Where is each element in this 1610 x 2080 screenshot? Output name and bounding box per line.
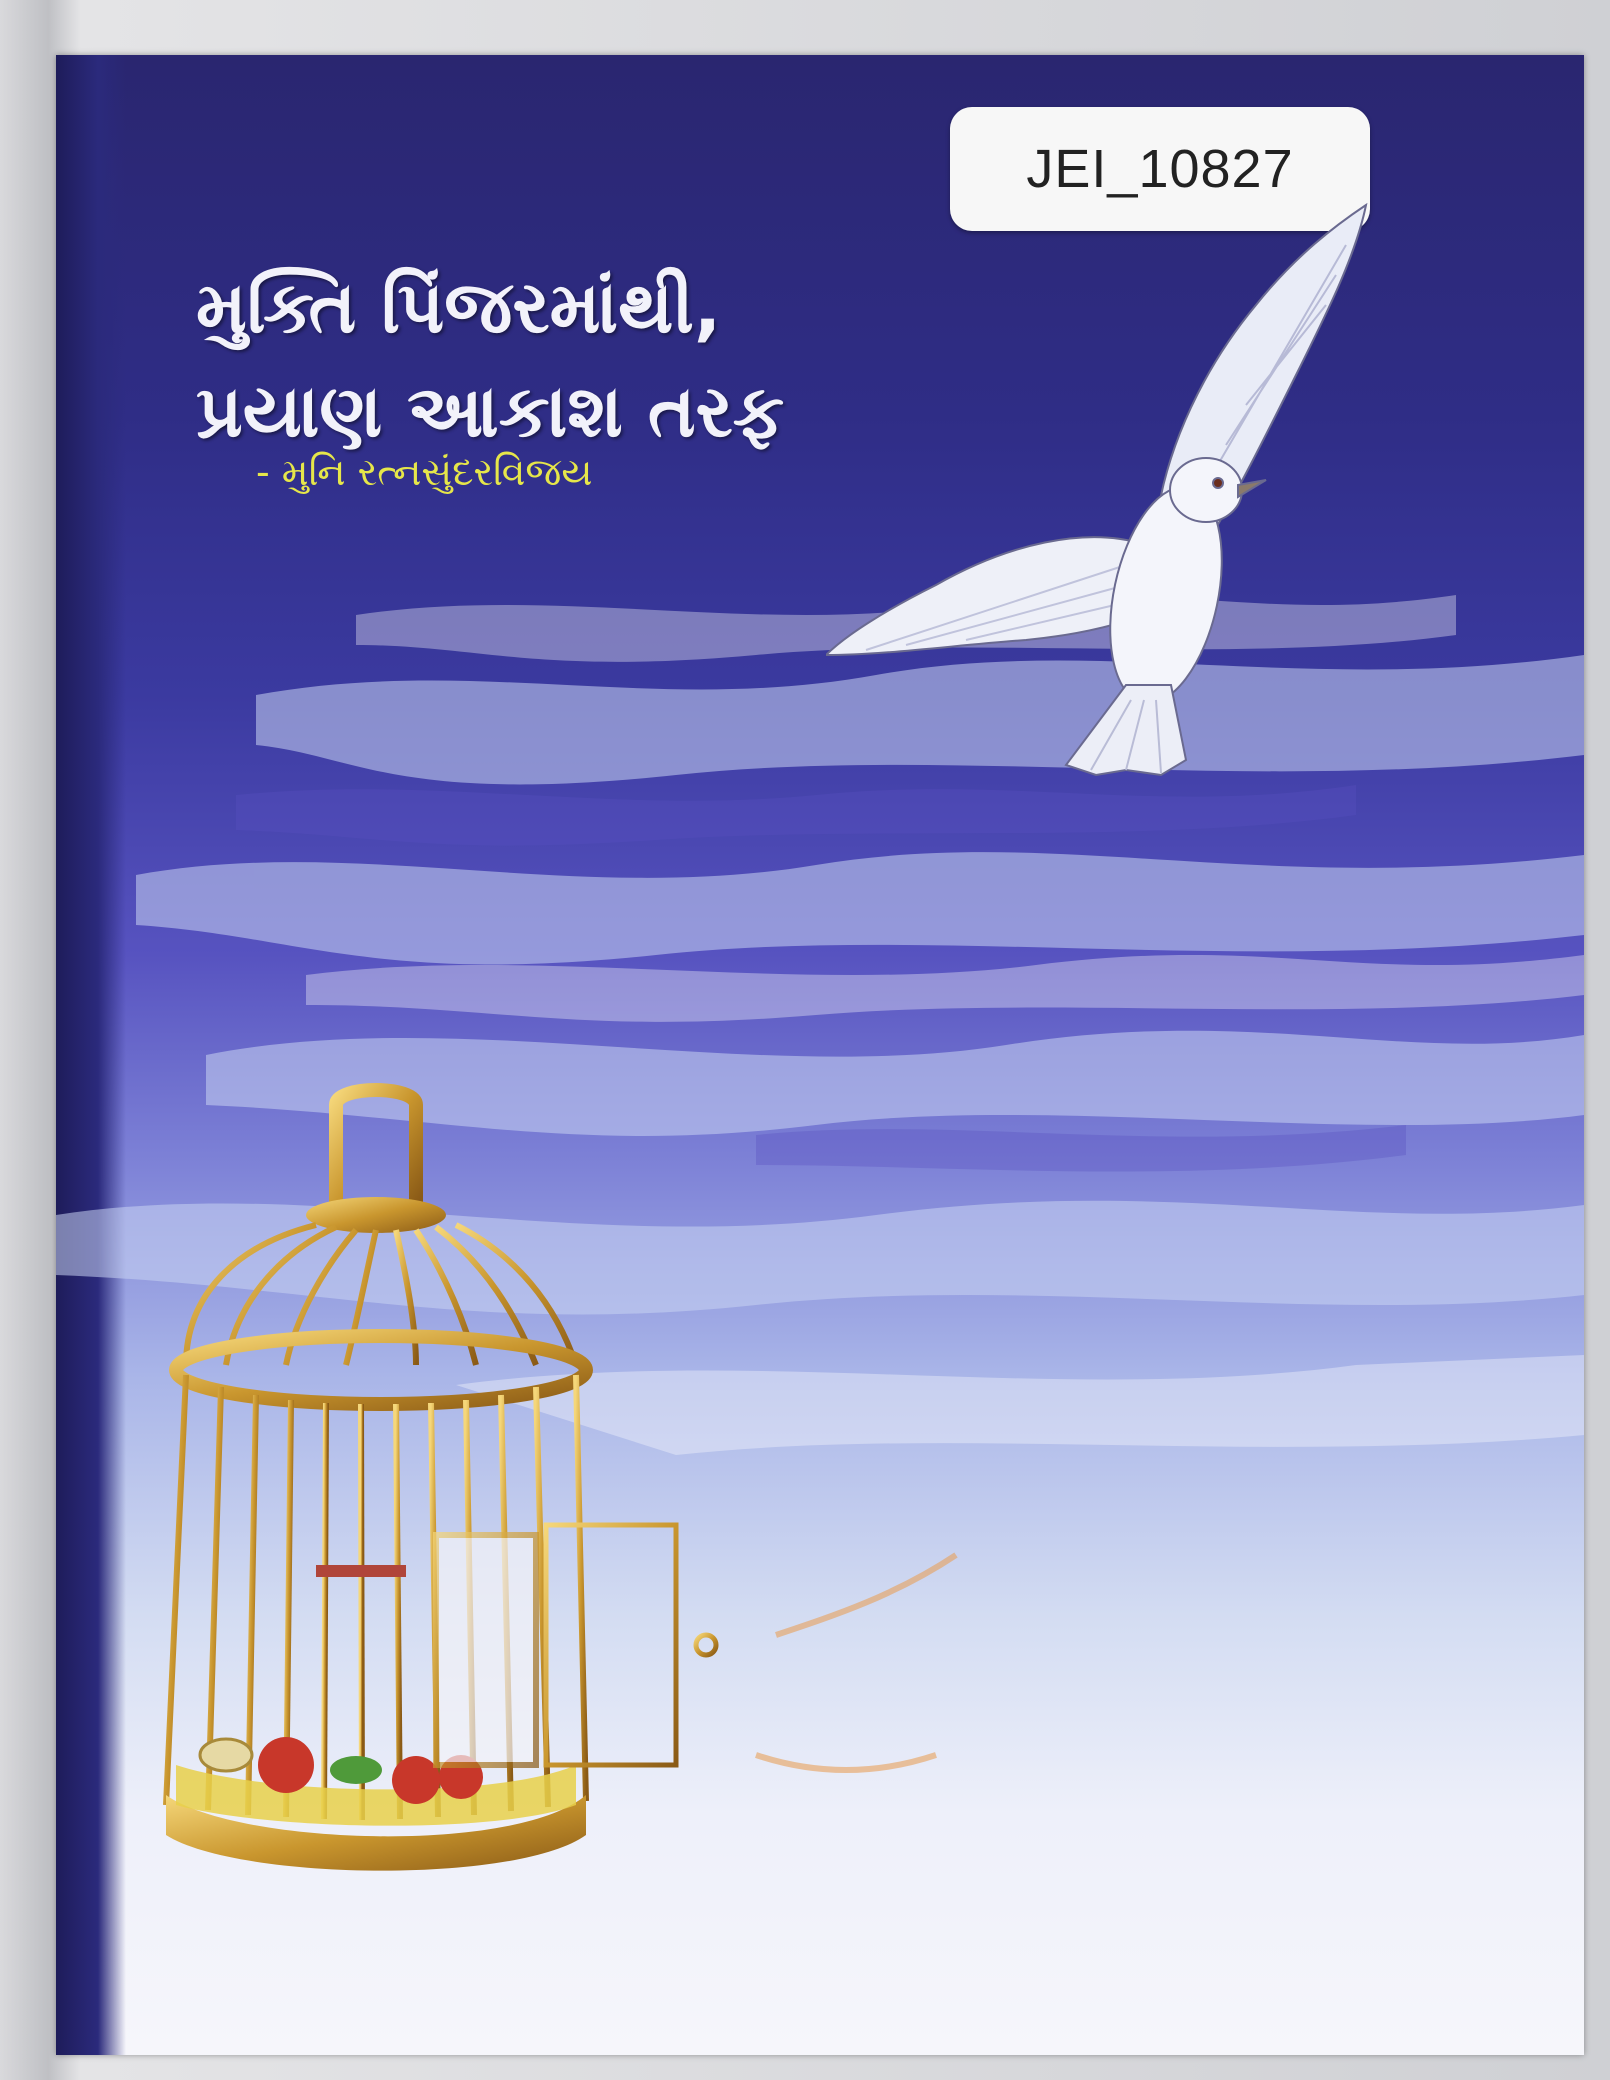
book-cover (56, 55, 1584, 2055)
author-name: - મુનિ રત્નસુંદરવિજય (256, 450, 593, 494)
birdcage-icon (116, 1065, 836, 1885)
title-line-2: પ્રયાણ આકાશ તરફ (196, 369, 785, 453)
title-line-1: મુક્તિ પિંજરમાંથી, (196, 265, 722, 349)
dove-icon (826, 185, 1426, 865)
accession-label: JEI_10827 (950, 107, 1370, 231)
